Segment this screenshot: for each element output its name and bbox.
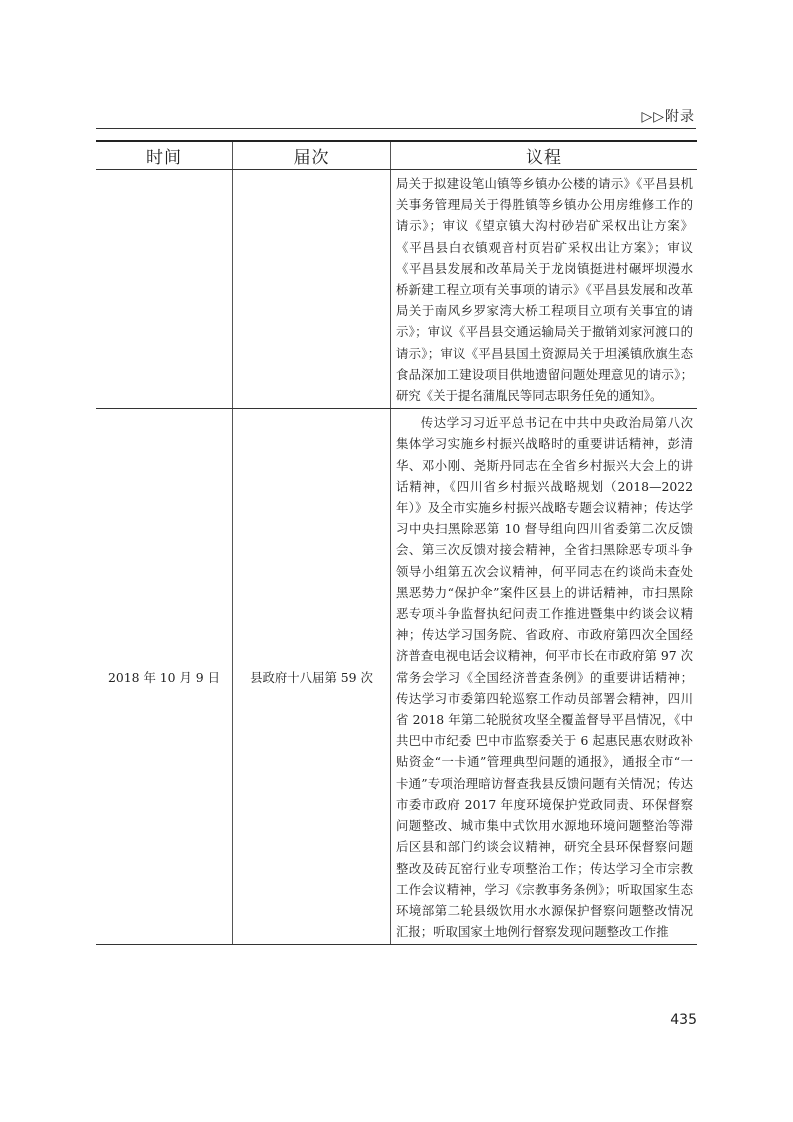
page-number: 435 [670, 1012, 697, 1028]
section-label: ▷▷附录 [641, 109, 695, 125]
date-cell [96, 170, 233, 409]
header-rule [96, 128, 696, 129]
session-cell: 县政府十八届第 59 次 [233, 409, 391, 945]
date-cell: 2018 年 10 月 9 日 [96, 409, 233, 945]
agenda-text: 局关于拟建设笔山镇等乡镇办公楼的请示》《平昌县机关事务管理局关于得胜镇等乡镇办公用房维修工作的请示》；审议《望京镇大沟村砂岩矿采权出让方案》《平昌县白衣镇观音村页岩矿采权出让方案》；审议《平昌县发展和改革局关于龙岗镇挺进村碾坪坝漫水桥新建工程立项有关事项的请示》《平昌县发展和改革局关于南风乡罗家湾大桥工程项目立项有关事宜的请示》；审议《平昌县交通运输局关于撤销刘家河渡口的请示》；审议《平昌县国土资源局关于坦溪镇欣旗生态食品深加工建设项目供地遗留问题处理意见的请示》；研究《关于提名蒲胤民等同志职务任免的通知》。 [396, 176, 693, 404]
table-row [96, 170, 697, 409]
table-header-row [96, 141, 697, 170]
session-cell [233, 170, 391, 409]
table-row [96, 409, 697, 945]
column-header-date: 时间 [96, 141, 233, 170]
agenda-table [96, 140, 697, 945]
agenda-cell [391, 409, 698, 945]
column-header-agenda: 议程 [391, 141, 698, 170]
agenda-cell [391, 170, 698, 409]
column-header-session: 届次 [233, 141, 391, 170]
agenda-text: 传达学习习近平总书记在中共中央政治局第八次集体学习实施乡村振兴战略时的重要讲话精神，彭清华、邓小刚、尧斯丹同志在全省乡村振兴大会上的讲话精神，《四川省乡村振兴战略规划（2018—2022 年）》及全市实施乡村振兴战略专题会议精神；传达学习中央扫黑除恶第 10 督导组向四川省委第二次反馈会、第三次反馈对接会精神，全省扫黑除恶专项斗争领导小组第五次会议精神，何平同志在约谈尚未查处黑恶势力“保护伞”案件区县上的讲话精神，市扫黑除恶专项斗争监督执纪问责工作推进暨集中约谈会议精神；传达学习国务院、省政府、市政府第四次全国经济普查电视电话会议精神，何平市长在市政府第 97 次常务会学习《全国经济普查条例》的重要讲话精神；传达学习市委第四轮巡察工作动员部署会精神，四川省 2018 年第二轮脱贫攻坚全覆盖督导平昌情况，《中共巴中市纪委 巴中市监察委关于 6 起惠民惠农财政补贴资金“一卡通”管理典型问题的通报》，通报全市“一卡通”专项治理暗访督查我县反馈问题有关情况；传达市委市政府 2017 年度环境保护党政同责、环保督察问题整改、城市集中式饮用水源地环境问题整治等滞后区县和部门约谈会议精神，研究全县环保督察问题整改及砖瓦窑行业专项整治工作；传达学习全市宗教工作会议精神，学习《宗教事务条例》；听取国家生态环境部第二轮县级饮用水水源保护督察问题整改情况汇报；听取国家土地例行督察发现问题整改工作推 [396, 415, 693, 940]
